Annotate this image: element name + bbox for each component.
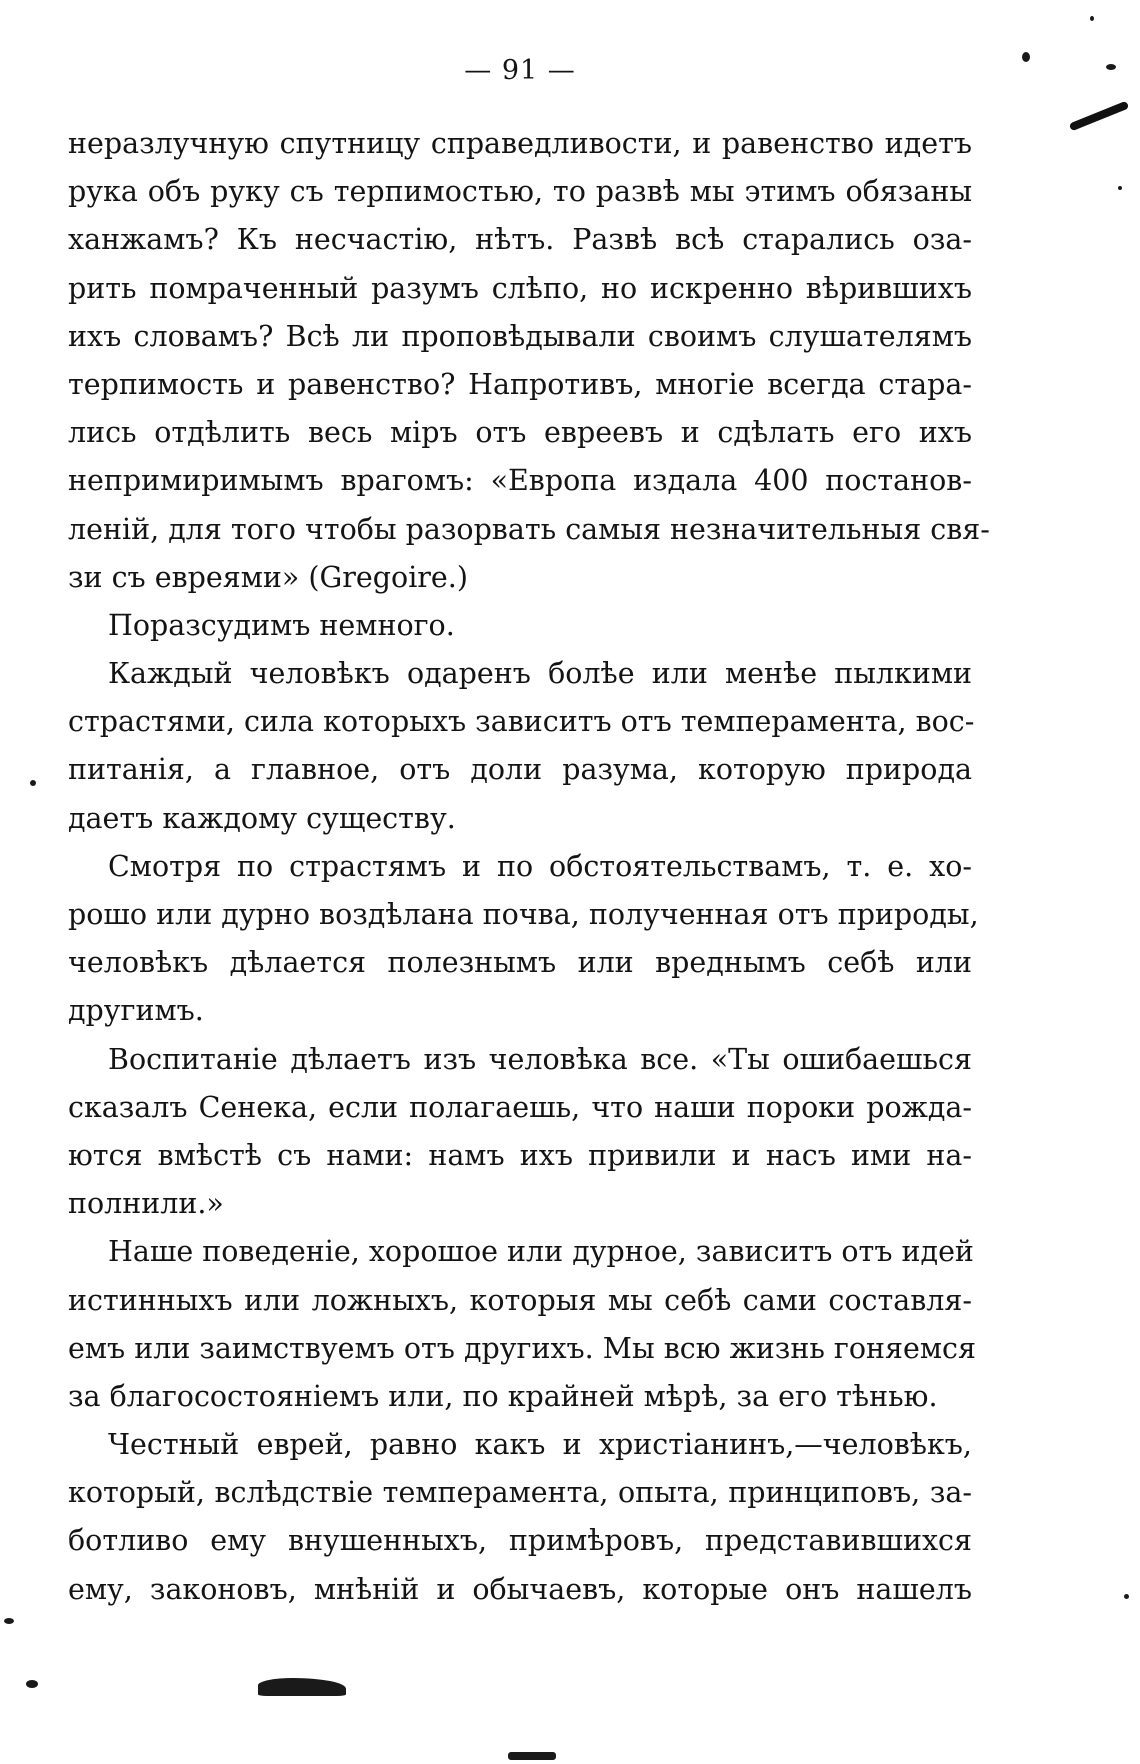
- page-number: — 91 —: [464, 55, 576, 86]
- text-line: зи съ евреями» (Gregoire.): [68, 560, 468, 594]
- text-line: терпимость и равенство? Напротивъ, многіе всегда стара-: [68, 367, 972, 401]
- scan-speck: [1022, 52, 1030, 62]
- text-line: непримиримымъ врагомъ: «Европа издала 400 постанов-: [68, 464, 972, 498]
- text-line: ботливо ему внушенныхъ, примѣровъ, представившихся: [68, 1524, 972, 1558]
- paragraph-start: Смотря по страстямъ и по обстоятельствамъ, т. е. хо-: [108, 849, 972, 883]
- text-line: другимъ.: [68, 994, 204, 1028]
- text-line: рука объ руку съ терпимостью, то развѣ мы этимъ обязаны: [68, 175, 972, 209]
- scan-speck: [1118, 186, 1122, 190]
- scan-smudge: [1069, 101, 1129, 132]
- text-line: полнили.»: [68, 1187, 224, 1221]
- scan-speck: [30, 780, 36, 786]
- scan-speck: [1090, 16, 1094, 21]
- text-line: неразлучную спутницу справедливости, и равенство идетъ: [68, 127, 972, 160]
- body-text: [68, 120, 990, 1614]
- text-line: емъ или заимствуемъ отъ другихъ. Мы всю жизнь гоняемся: [68, 1331, 976, 1365]
- scan-speck: [1106, 64, 1116, 70]
- scan-smudge: [508, 1752, 556, 1760]
- text-line: за благосостояніемъ или, по крайней мѣрѣ, за его тѣнью.: [68, 1379, 938, 1413]
- paragraph-start: Каждый человѣкъ одаренъ болѣе или менѣе пылкими: [108, 657, 972, 691]
- text-line: ихъ словамъ? Всѣ ли проповѣдывали своимъ слушателямъ: [68, 319, 972, 353]
- scan-speck: [26, 1680, 38, 1688]
- text-line: сказалъ Сенека, если полагаешь, что наши пороки рожда-: [68, 1090, 972, 1124]
- text-line: страстями, сила которыхъ зависитъ отъ темперамента, вос-: [68, 705, 975, 739]
- paragraph-start: Наше поведеніе, хорошое или дурное, зависитъ отъ идей: [108, 1235, 974, 1269]
- text-line: ханжамъ? Къ несчастію, нѣтъ. Развѣ всѣ старались оза-: [68, 223, 972, 257]
- paragraph-start: Честный еврей, равно какъ и христіанинъ,—человѣкъ,: [108, 1428, 972, 1462]
- text-line: человѣкъ дѣлается полезнымъ или вреднымъ себѣ или: [68, 946, 972, 980]
- text-line: рить помраченный разумъ слѣпо, но искренно вѣрившихъ: [68, 271, 972, 305]
- text-line: ему, законовъ, мнѣній и обычаевъ, которые онъ нашелъ: [68, 1572, 972, 1606]
- text-line: лись отдѣлить весь міръ отъ евреевъ и сдѣлать его ихъ: [68, 416, 972, 450]
- text-line: который, вслѣдствіе темперамента, опыта, принциповъ, за-: [68, 1476, 972, 1510]
- text-line: питанія, а главное, отъ доли разума, которую природа: [68, 753, 972, 787]
- scan-speck: [1124, 1594, 1129, 1599]
- text-line: рошо или дурно воздѣлана почва, полученная отъ природы,: [68, 898, 979, 931]
- paragraph-start: Поразсудимъ немного.: [108, 608, 455, 642]
- text-line: даетъ каждому существу.: [68, 801, 456, 835]
- text-line: ются вмѣстѣ съ нами: намъ ихъ привили и насъ ими на-: [68, 1138, 972, 1172]
- paragraph-start: Воспитаніе дѣлаетъ изъ человѣка все. «Ты ошибаешься: [108, 1042, 972, 1076]
- scan-speck: [4, 1618, 14, 1624]
- scan-smudge: [258, 1678, 346, 1696]
- text-line: истинныхъ или ложныхъ, которыя мы себѣ сами составля-: [68, 1283, 972, 1317]
- text-line: леній, для того чтобы разорвать самыя незначительныя свя-: [68, 512, 990, 546]
